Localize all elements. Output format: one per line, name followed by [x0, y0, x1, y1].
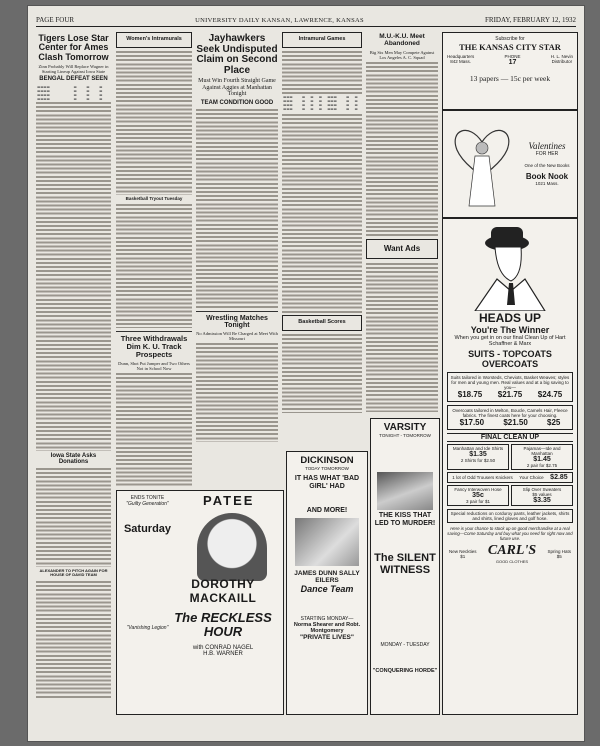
suit-price: $18.75: [457, 390, 483, 399]
shirts-price: $1.35: [469, 451, 487, 458]
subscribe-line: Subscribe for: [495, 36, 525, 42]
article-body: [116, 50, 192, 195]
monday-tuesday: MONDAY - TUESDAY: [380, 642, 430, 648]
overcoat-price: $17.50: [459, 418, 485, 427]
sweaters-deal: [511, 485, 573, 506]
jayhawkers-headline: Jayhawkers Seek Undisputed Claim on Second Place: [196, 33, 278, 76]
hats-price: $5: [556, 553, 562, 559]
saturday: Saturday: [123, 523, 172, 535]
with-conrad-nagel: with CONRAD NAGEL: [192, 645, 254, 651]
pajamas-price: $1.45: [533, 456, 551, 463]
varsity-name: VARSITY: [383, 422, 427, 433]
issue-date: FRIDAY, FEBRUARY 12, 1932: [485, 16, 576, 24]
hb-warner: H.B. WARNER: [203, 651, 243, 657]
wrestling-headline: Wrestling Matches Tonight: [206, 314, 268, 330]
want-ads-title: Want Ads: [383, 243, 421, 253]
figure-head: [476, 142, 488, 154]
couple-photo: [295, 518, 359, 566]
varsity-dates: TONIGHT - TOMORROW: [379, 433, 431, 438]
alexander-section: ALEXANDER TO PITCH AGAIN FOR HOUSE OF DAVID TEAM: [39, 568, 108, 578]
kiss-photo: [377, 472, 433, 510]
final-clean-up: FINAL CLEAN UP: [447, 433, 573, 442]
track-subhead: Dunn, Shot Put Jumper and Two Others Not in School Now: [118, 361, 190, 372]
article-body: [196, 108, 278, 308]
hq-label: Headquarters: [447, 54, 475, 59]
dorothy-mackaill: DOROTHY MACKAILL: [189, 577, 257, 605]
pajamas-pair: 2 pair for $2.75: [526, 463, 558, 468]
private-lives: "PRIVATE LIVES": [300, 634, 354, 641]
iowa-section: Iowa State Asks Donations: [50, 452, 97, 465]
overcoats-box: [447, 405, 573, 430]
hose-deal: [447, 485, 509, 506]
overcoats: OVERCOATS: [481, 359, 539, 369]
column-1: [36, 32, 111, 737]
want-ads-box: [366, 239, 438, 259]
article-body: [36, 467, 111, 567]
reckless-hour-title: The RECKLESS HOUR: [174, 610, 272, 639]
suits-box: [447, 372, 573, 402]
vanishing-legion: "Vanishing Legion": [126, 625, 169, 631]
tigers-subhead: Zinn Probably Will Replace Wagner in Starting Lineup Against Iowa State: [38, 64, 109, 75]
dist-label: Distributor: [551, 59, 573, 64]
suit-price: $24.75: [537, 390, 563, 399]
overcoats-desc: Overcoats tailored in Melton, Boucle, Camels Hair, Fleece fabrics. The finest coats here for your choosing.: [452, 408, 568, 418]
conquering-horde: "CONQUERING HORDE": [372, 668, 438, 674]
face: [495, 247, 521, 281]
column-5: [366, 32, 438, 412]
wrestling-subhead: No Admission Will Be Charged at Meet With Missouri: [196, 331, 278, 342]
dunn-eilers: JAMES DUNN SALLY EILERS: [294, 570, 360, 584]
ends-tonite: ENDS TONITE: [130, 495, 165, 501]
article-body: [196, 342, 278, 442]
hats-label: Spring Hats: [547, 548, 571, 554]
trousers-price: $2.85: [550, 474, 568, 481]
silent-witness-title: The SILENT WITNESS: [374, 552, 436, 576]
book-nook-name: Book Nook: [525, 172, 569, 181]
bad-girl-tag: IT HAS WHAT 'BAD GIRL' HAD: [294, 475, 360, 490]
shirts-pair: 2 Shirts for $2.50: [460, 458, 496, 463]
valentines-title: Valentines: [528, 141, 566, 151]
neckties-label: New Neckties: [449, 548, 477, 554]
dickinson-dates: TODAY TOMORROW: [305, 466, 349, 471]
sweaters-price: $3.35: [533, 497, 551, 504]
article-body: [282, 113, 362, 313]
dance-team-title: Dance Team: [300, 584, 354, 594]
neckties-price: $1: [460, 553, 466, 559]
and-more: AND MORE!: [306, 507, 348, 514]
mackaill-portrait: [197, 513, 267, 581]
article-body: [282, 333, 362, 413]
dickinson-name: DICKINSON: [300, 455, 354, 466]
article-body: [116, 372, 192, 487]
bengal-section: BENGAL DEFEAT SEEN: [39, 76, 108, 83]
team-condition-section: TEAM CONDITION GOOD: [200, 99, 274, 106]
trousers-label: 1 lot of Odd Trousers Knickers: [452, 475, 513, 480]
suits-desc: Suits tailored in Worsteds, Cheviots, Basket Weaves; styles for men and young men. Real values and at a big saving to you—: [450, 375, 570, 390]
basketball-scores-box: [282, 315, 362, 331]
suit-price: $21.75: [497, 390, 523, 399]
patee-name: PATEE: [203, 493, 255, 508]
mu-ku-subhead: Big Six Men May Compete Against Los Angeles A. C. Squad: [369, 49, 435, 60]
shirts-deal: [447, 444, 509, 470]
starting-monday: STARTING MONDAY—: [300, 616, 354, 622]
intramural-games-box: [282, 32, 362, 48]
womens-intramurals-title: Women's Intramurals: [126, 36, 182, 42]
varsity-theater-ad: [370, 418, 440, 715]
dickinson-theater-ad: [286, 451, 368, 715]
shirts-label: Manhattan and Ide Shirts: [452, 446, 504, 451]
article-body: [116, 203, 192, 328]
box-score-table: ▬▬▬ ▬ ▬ ▬ ▬▬▬ ▬ ▬ ▬▬▬ ▬ ▬ ▬ ▬▬▬ ▬ ▬ ▬▬▬ ▬ ▬ ▬ ▬▬▬ ▬ ▬ ▬▬▬ ▬ ▬ ▬ ▬▬▬ ▬ ▬: [283, 94, 358, 111]
suits-topcoats: SUITS - TOPCOATS: [468, 349, 552, 359]
phone-label: PHONE: [504, 54, 521, 59]
phone-number: 17: [508, 59, 517, 66]
article-body: [36, 101, 111, 451]
tie: [507, 283, 515, 305]
hose-label: Fancy Interwoven Hose: [454, 487, 502, 492]
shearer-montgomery: Norma Shearer and Robt. Montgomery: [293, 622, 361, 634]
tigers-headline: Tigers Lose Star Center for Ames Clash Tomorrow: [38, 33, 109, 62]
trousers-deal: [447, 472, 573, 483]
valentine-ad: [442, 110, 578, 218]
article-body: [366, 61, 438, 236]
hose-price: 35c: [472, 492, 484, 499]
newspaper-page: [28, 6, 584, 741]
figure-dress: [469, 156, 495, 206]
carls-clothing-ad: [442, 218, 578, 715]
pajamas-label: Pajamas—Ide and Manhattan: [523, 446, 561, 456]
column-3: [196, 32, 278, 487]
masthead: UNIVERSITY DAILY KANSAN, LAWRENCE, KANSAS: [195, 16, 364, 24]
column-4: [282, 32, 362, 452]
guilty-generation: "Guilty Generation": [126, 501, 169, 507]
sweaters-values: $5 values: [532, 492, 552, 497]
track-headline: Three Withdrawals Dim K. U. Track Prospects: [120, 334, 188, 360]
intramural-games-title: Intramural Games: [298, 36, 346, 42]
stats-table: ▬▬▬▬ ▬ ▬ ▬ ▬▬▬▬ ▬ ▬ ▬ ▬▬▬▬ ▬ ▬ ▬ ▬▬▬▬ ▬ ▬ ▬: [37, 84, 103, 101]
footer-note: Here is your chance to stock up on good merchandise at a real saving—Come Saturday and buy what you need for right now and future use.: [447, 526, 573, 541]
hq-addr: 842 Mass.: [450, 59, 472, 64]
overcoat-price: $21.50: [503, 418, 528, 427]
carls-logo: CARL'S: [487, 543, 537, 558]
jayhawkers-subhead: Must Win Fourth Straight Game Against Aggies at Manhattan Tonight: [198, 78, 276, 97]
special-reductions: Special reductions on corduroy pants, leather jackets, shirts and shirts, lined gloves and golf hose.: [447, 509, 573, 523]
man-portrait-illustration: [445, 221, 575, 311]
clean-up-intro: When you get in on our final Clean Up of Hart Schaffner & Marx: [454, 335, 566, 347]
patee-theater-ad: [116, 490, 284, 715]
tryout-section: Basketball Tryout Tuesday: [125, 195, 183, 201]
kiss-tagline: THE KISS THAT LED TO MURDER!: [374, 512, 436, 527]
star-price: 13 papers — 15c per week: [469, 74, 551, 83]
book-nook-addr: 1021 Mass.: [535, 181, 559, 186]
classifieds: [366, 262, 438, 412]
basketball-scores-title: Basketball Scores: [298, 318, 346, 325]
sweaters-label: Slip Over Sweaters: [522, 487, 562, 492]
pajamas-deal: [511, 444, 573, 470]
heads-up: HEADS UP: [478, 311, 541, 325]
star-title: THE KANSAS CITY STAR: [459, 42, 561, 52]
page-number: PAGE FOUR: [36, 16, 75, 24]
carls-logo-sub: GOOD CLOTHES: [495, 559, 529, 564]
hat-crown: [491, 227, 523, 243]
kansas-city-star-ad: [442, 32, 578, 110]
womens-intramurals-box: [116, 32, 192, 48]
youre-the-winner: You're The Winner: [470, 325, 550, 335]
for-her: FOR HER: [535, 151, 559, 157]
article-body: [282, 50, 362, 95]
your-choice: Your Choice: [519, 475, 544, 480]
new-books-line: One of the New Books: [524, 163, 570, 168]
dist-name: H. L. Nevin: [550, 54, 573, 59]
overcoat-price: $25: [547, 418, 561, 427]
valentine-illustration: [447, 114, 517, 214]
article-body: [36, 580, 111, 700]
column-2: [116, 32, 192, 487]
page-header: [36, 14, 576, 27]
mu-ku-headline: M.U.-K.U. Meet Abandoned: [379, 33, 425, 47]
hose-pair: 3 pair for $1: [465, 499, 490, 504]
